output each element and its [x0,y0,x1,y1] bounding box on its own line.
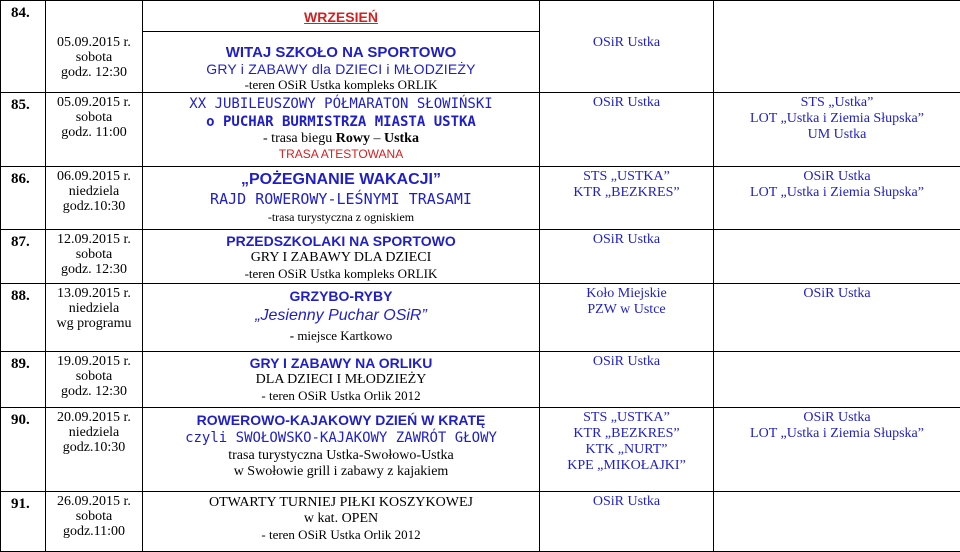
event-number: 85. [1,93,46,167]
organizer-partner: OSiR Ustka [714,284,960,352]
event-date: 05.09.2015 r. sobota godz. 12:30 [46,1,143,93]
table-row [1,408,960,492]
organizer-partner [714,1,960,93]
table-row [1,352,960,408]
month-header: WRZESIEŃ [143,1,539,32]
organizer-main: OSiR Ustka [540,1,714,93]
event-description: XX JUBILEUSZOWY PÓŁMARATON SŁOWIŃSKI o PUCHAR BURMISTRZA MIASTA USTKA - trasa biegu Rowy – Ustka TRASA ATESTOWANA [143,93,540,167]
event-number: 87. [1,230,46,284]
event-description: WRZESIEŃ WITAJ SZKOŁO NA SPORTOWO GRY i ZABAWY dla DZIECI i MŁODZIEŻY -teren OSiR Ustka kompleks ORLIK [143,1,540,93]
event-description: ROWEROWO-KAJAKOWY DZIEŃ W KRATĘ czyli SWOŁOWSKO-KAJAKOWY ZAWRÓT GŁOWY trasa turystyczna Ustka-Swołowo-Ustka w Swołowie grill i zabawy z kajakiem [143,408,540,492]
event-number: 90. [1,408,46,492]
event-date: 06.09.2015 r. niedziela godz.10:30 [46,167,143,230]
event-number: 84. [1,1,46,93]
table-row [1,1,960,93]
organizer-partner: OSiR Ustka LOT „Ustka i Ziemia Słupska” [714,408,960,492]
table-row [1,167,960,230]
event-description: „POŻEGNANIE WAKACJI” RAJD ROWEROWY-LEŚNYMI TRASAMI -trasa turystyczna z ogniskiem [143,167,540,230]
event-date: 05.09.2015 r. sobota godz. 11:00 [46,93,143,167]
organizer-main: STS „USTKA” KTR „BEZKRES” KTK „NURT” KPE „MIKOŁAJKI” [540,408,714,492]
event-number: 88. [1,284,46,352]
table-row [1,492,960,552]
event-date: 13.09.2015 r. niedziela wg programu [46,284,143,352]
organizer-main: STS „USTKA” KTR „BEZKRES” [540,167,714,230]
event-date: 12.09.2015 r. sobota godz. 12:30 [46,230,143,284]
event-date: 26.09.2015 r. sobota godz.11:00 [46,492,143,552]
organizer-partner: OSiR Ustka LOT „Ustka i Ziemia Słupska” [714,167,960,230]
organizer-partner [714,492,960,552]
event-description: GRY I ZABAWY NA ORLIKU DLA DZIECI I MŁODZIEŻY - teren OSiR Ustka Orlik 2012 [143,352,540,408]
event-number: 89. [1,352,46,408]
event-date: 19.09.2015 r. sobota godz. 12:30 [46,352,143,408]
event-number: 86. [1,167,46,230]
organizer-partner [714,352,960,408]
organizer-main: OSiR Ustka [540,230,714,284]
event-date: 20.09.2015 r. niedziela godz.10:30 [46,408,143,492]
table-row [1,284,960,352]
organizer-main: Koło Miejskie PZW w Ustce [540,284,714,352]
event-description: OTWARTY TURNIEJ PIŁKI KOSZYKOWEJ w kat. OPEN - teren OSiR Ustka Orlik 2012 [143,492,540,552]
event-description: PRZEDSZKOLAKI NA SPORTOWO GRY I ZABAWY DLA DZIECI -teren OSiR Ustka kompleks ORLIK [143,230,540,284]
organizer-main: OSiR Ustka [540,93,714,167]
event-description: GRZYBO-RYBY „Jesienny Puchar OSiR” - miejsce Kartkowo [143,284,540,352]
table-row [1,93,960,167]
table-row [1,230,960,284]
event-number: 91. [1,492,46,552]
organizer-main: OSiR Ustka [540,352,714,408]
organizer-partner [714,230,960,284]
organizer-partner: STS „Ustka” LOT „Ustka i Ziemia Słupska” UM Ustka [714,93,960,167]
organizer-main: OSiR Ustka [540,492,714,552]
